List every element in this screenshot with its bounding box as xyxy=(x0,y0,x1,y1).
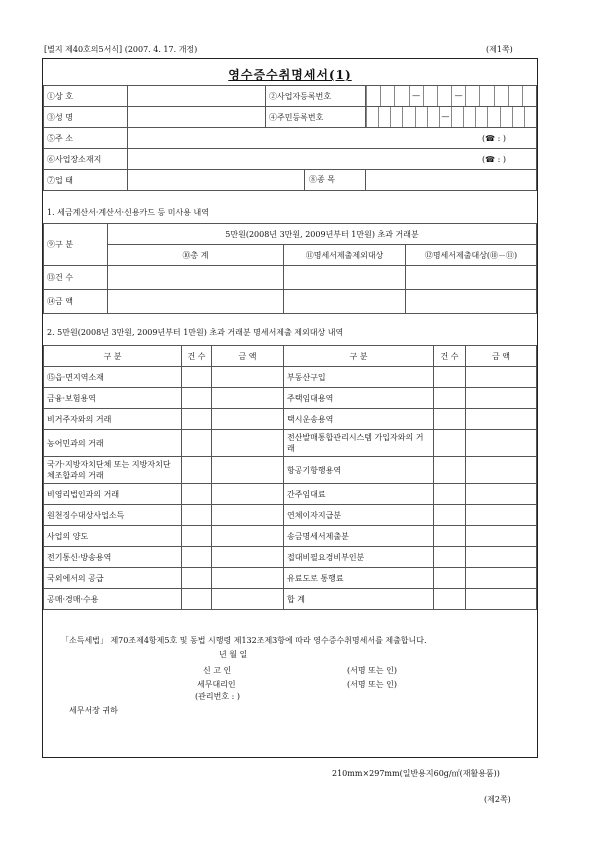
name-label: ①상 호 xyxy=(44,86,128,107)
table-row xyxy=(44,409,537,430)
total-label: ⑩총 계 xyxy=(108,245,284,266)
count-field-left[interactable] xyxy=(182,568,212,589)
bizaddr-label: ⑥사업장소재지 xyxy=(44,149,128,170)
dash-mark: — xyxy=(439,107,451,127)
div-label: ⑨구 분 xyxy=(44,224,108,266)
row-label-right: 부동산구입 xyxy=(284,367,434,388)
amount-excl-field[interactable] xyxy=(284,290,406,314)
row-label-left: 공매·경매·수용 xyxy=(44,589,182,610)
row-label-right: 접대비필요경비부인분 xyxy=(284,547,434,568)
amount-field-left[interactable] xyxy=(212,526,284,547)
type-label: ⑦업 태 xyxy=(44,170,128,191)
row-label-right: 주택임대용역 xyxy=(284,388,434,409)
row-label-left: 금융·보험용역 xyxy=(44,388,182,409)
col-amount-left: 금 액 xyxy=(212,346,284,367)
count-field-right[interactable] xyxy=(434,430,466,457)
table-row xyxy=(44,388,537,409)
col-count-right: 건 수 xyxy=(434,346,466,367)
id-label: ④주민등록번호 xyxy=(266,107,366,128)
row-label-right: 연체이자지급분 xyxy=(284,505,434,526)
amount-field-left[interactable] xyxy=(212,547,284,568)
paper-spec: 210mm×297mm(일반용지60g/㎡(재활용품)) xyxy=(332,769,500,778)
row-label-left: 비거주자와의 거래 xyxy=(44,409,182,430)
amount-field-right[interactable] xyxy=(466,388,537,409)
type-field[interactable] xyxy=(128,170,366,191)
page-number: (제1쪽) xyxy=(486,45,513,54)
over-label: 5만원(2008년 3만원, 2009년부터 1만원) 초과 거래분 xyxy=(108,224,537,245)
tel-1: (☎ : ) xyxy=(482,133,506,143)
row-label-left: 원천징수대상사업소득 xyxy=(44,505,182,526)
col-div-left: 구 분 xyxy=(44,346,182,367)
row-label-left: 국외에서의 공급 xyxy=(44,568,182,589)
col-count-left: 건 수 xyxy=(182,346,212,367)
amount-field-right[interactable] xyxy=(466,367,537,388)
rep-field[interactable] xyxy=(128,107,266,128)
amount-field-right[interactable] xyxy=(466,568,537,589)
count-excl-field[interactable] xyxy=(284,266,406,290)
incl-label: ⑫명세서제출대상(⑩－⑪) xyxy=(406,245,537,266)
amount-field-right[interactable] xyxy=(466,547,537,568)
amount-field-right[interactable] xyxy=(466,457,537,484)
row-label-right: 전산발매통합관리시스템 가입자와의 거래 xyxy=(284,430,434,457)
table-row xyxy=(44,589,537,610)
count-field-left[interactable] xyxy=(182,457,212,484)
reporter-sign: (서명 또는 인) xyxy=(347,666,397,675)
bizaddr-field[interactable] xyxy=(128,149,537,170)
count-field-right[interactable] xyxy=(434,526,466,547)
col-amount-right: 금 액 xyxy=(466,346,537,367)
name-field[interactable] xyxy=(128,86,266,107)
dash-mark: — xyxy=(409,86,423,106)
amount-field-right[interactable] xyxy=(466,526,537,547)
form-number: [별지 제40호의5서식] (2007. 4. 17. 개정) xyxy=(44,45,198,54)
table-row xyxy=(44,568,537,589)
count-field-left[interactable] xyxy=(182,589,212,610)
bizno-label: ②사업자등록번호 xyxy=(266,86,366,107)
item-field[interactable] xyxy=(366,170,537,191)
amount-field-left[interactable] xyxy=(212,505,284,526)
count-total-field[interactable] xyxy=(108,266,284,290)
amount-incl-field[interactable] xyxy=(406,290,537,314)
section2-heading: 2. 5만원(2008년 3만원, 2009년부터 1만원) 초과 거래분 명세서제출 제외대상 내역 xyxy=(47,328,344,337)
count-field-left[interactable] xyxy=(182,409,212,430)
form-title: 영수증수취명세서(1) xyxy=(228,68,352,82)
section1-heading: 1. 세금계산서·계산서·신용카드 등 미사용 내역 xyxy=(47,208,209,217)
addressee: 세무서장 귀하 xyxy=(69,706,118,715)
info-table xyxy=(43,85,537,191)
count-field-right[interactable] xyxy=(434,367,466,388)
item-label: ⑧종 목 xyxy=(304,170,366,190)
tel-2: (☎ : ) xyxy=(482,154,506,164)
amount-field-left[interactable] xyxy=(212,589,284,610)
mgmt-number: (관리번호 : ) xyxy=(195,692,240,701)
count-field-right[interactable] xyxy=(434,409,466,430)
row-label-left: 국가·지방자치단체 또는 지방자치단체조합과의 거래 xyxy=(44,457,182,484)
bizno-field[interactable] xyxy=(366,86,537,107)
count-field-right[interactable] xyxy=(434,388,466,409)
count-incl-field[interactable] xyxy=(406,266,537,290)
section2-table xyxy=(43,345,537,610)
table-row xyxy=(44,526,537,547)
count-field-left[interactable] xyxy=(182,526,212,547)
amount-total-field[interactable] xyxy=(108,290,284,314)
amount-field-right[interactable] xyxy=(466,505,537,526)
count-field-right[interactable] xyxy=(434,457,466,484)
count-field-right[interactable] xyxy=(434,589,466,610)
count-label: ⑬건 수 xyxy=(44,266,108,290)
amount-field-left[interactable] xyxy=(212,484,284,505)
row-label-right: 송금명세서제출분 xyxy=(284,526,434,547)
row-label-left: 전기통신·방송용역 xyxy=(44,547,182,568)
count-field-left[interactable] xyxy=(182,505,212,526)
count-field-left[interactable] xyxy=(182,367,212,388)
table-row xyxy=(44,505,537,526)
count-field-left[interactable] xyxy=(182,388,212,409)
row-label-right: 항공기항행용역 xyxy=(284,457,434,484)
excl-label: ⑪명세서제출제외대상 xyxy=(284,245,406,266)
page-2-label: (제2쪽) xyxy=(484,795,511,804)
amount-field-right[interactable] xyxy=(466,589,537,610)
row-label-right: 간주임대료 xyxy=(284,484,434,505)
table-row xyxy=(44,367,537,388)
dash-mark: — xyxy=(451,86,465,106)
table-row xyxy=(44,457,537,484)
amount-field-left[interactable] xyxy=(212,568,284,589)
count-field-right[interactable] xyxy=(434,568,466,589)
table-row xyxy=(44,430,537,457)
form-frame xyxy=(42,58,538,758)
amount-field-left[interactable] xyxy=(212,430,284,457)
row-label-right: 합 계 xyxy=(284,589,434,610)
amount-field-right[interactable] xyxy=(466,409,537,430)
amount-field-left[interactable] xyxy=(212,367,284,388)
agent-label: 세무대리인 xyxy=(197,680,236,689)
agent-sign: (서명 또는 인) xyxy=(347,680,397,689)
table-row xyxy=(44,484,537,505)
table-row xyxy=(44,547,537,568)
count-field-left[interactable] xyxy=(182,547,212,568)
row-label-left: 농어민과의 거래 xyxy=(44,430,182,457)
amount-label: ⑭금 액 xyxy=(44,290,108,314)
row-label-left: 사업의 양도 xyxy=(44,526,182,547)
addr-label: ⑤주 소 xyxy=(44,128,128,149)
count-field-right[interactable] xyxy=(434,547,466,568)
amount-field-left[interactable] xyxy=(212,457,284,484)
amount-field-left[interactable] xyxy=(212,388,284,409)
count-field-right[interactable] xyxy=(434,484,466,505)
amount-field-right[interactable] xyxy=(466,430,537,457)
declaration-text: 「소득세법」 제70조제4항제5호 및 동법 시행령 제132조제3항에 따라 영수증수취명세서를 제출합니다. xyxy=(61,636,427,645)
count-field-left[interactable] xyxy=(182,430,212,457)
row-label-right: 택시운송용역 xyxy=(284,409,434,430)
reporter-label: 신 고 인 xyxy=(203,666,232,675)
count-field-left[interactable] xyxy=(182,484,212,505)
section1-table xyxy=(43,223,537,314)
col-div-right: 구 분 xyxy=(284,346,434,367)
addr-field[interactable] xyxy=(128,128,537,149)
row-label-left: 비영리법인과의 거래 xyxy=(44,484,182,505)
row-label-left: ⑮읍·면지역소재 xyxy=(44,367,182,388)
amount-field-right[interactable] xyxy=(466,484,537,505)
rep-label: ③성 명 xyxy=(44,107,128,128)
count-field-right[interactable] xyxy=(434,505,466,526)
amount-field-left[interactable] xyxy=(212,409,284,430)
id-field[interactable] xyxy=(366,107,537,128)
date-line: 년 월 일 xyxy=(219,650,248,659)
row-label-right: 유료도로 통행료 xyxy=(284,568,434,589)
